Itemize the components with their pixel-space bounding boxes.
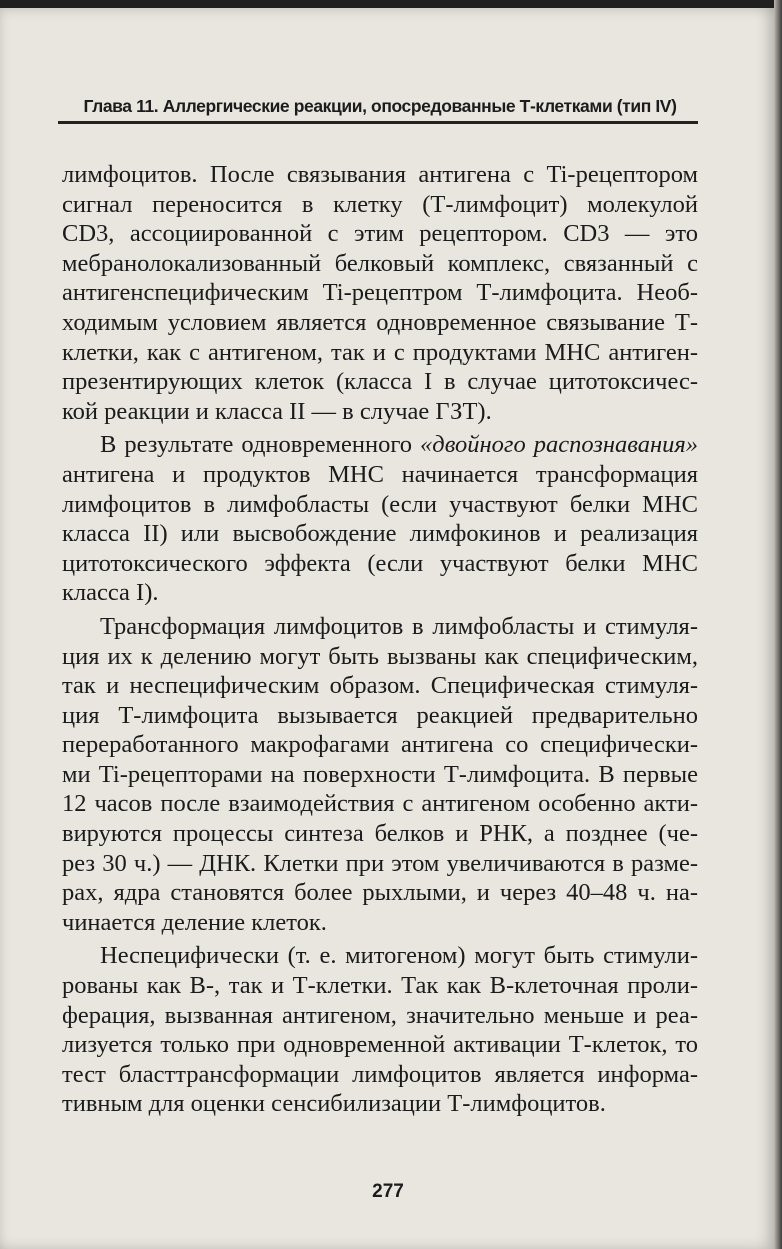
text-line: 12 часов после взаимодействия с антигеном особенно акти- <box>62 790 698 818</box>
text-line: переработанного макрофагами антигена со специфически- <box>62 731 698 759</box>
text-run: В результате одновременного <box>100 431 413 459</box>
paragraph-1 <box>62 160 698 426</box>
text-line: так и неспецифическим образом. Специфическая стимуля- <box>62 672 698 700</box>
paragraph-2 <box>62 430 698 608</box>
text-line: сигнал переносится в клетку (Т-лимфоцит) молекулой <box>62 190 698 218</box>
text-line: лимфоцитов в лимфобласты (если участвуют белки MHC <box>62 490 698 518</box>
text-line: рованы как В-, так и Т-клетки. Так как В-клеточная проли- <box>62 972 698 1000</box>
running-header-title: Глава 11. Аллергические реакции, опосредованные Т-клетками (тип IV) <box>83 96 677 116</box>
text-line: цитотоксического эффекта (если участвуют белки MHC <box>62 549 698 577</box>
text-line: Неспецифически (т. е. митогеном) могут быть стимули- <box>100 942 698 970</box>
text-line: мебранолокализованный белковый комплекс, связанный с <box>62 249 698 277</box>
text-line: кой реакции и класса II — в случае ГЗТ). <box>62 397 492 425</box>
text-line: Трансформация лимфоцитов в лимфобласты и стимуля- <box>100 612 698 640</box>
text-line: лизуется только при одновременной активации Т-клеток, то <box>62 1031 698 1059</box>
text-line: тивным для оценки сенсибилизации Т-лимфоцитов. <box>62 1090 606 1118</box>
paragraph-3 <box>62 612 698 938</box>
page-top-edge <box>0 0 782 8</box>
text-line: класса I). <box>62 579 159 607</box>
text-line: ходимым условием является одновременное связывание Т- <box>62 308 698 336</box>
text-line: презентирующих клеток (класса I в случае цитотоксичес- <box>62 368 698 396</box>
page-spine-edge <box>774 0 782 1249</box>
text-line: класса II) или высвобождение лимфокинов и реализация <box>62 520 698 548</box>
text-line: чинается деление клеток. <box>62 908 327 936</box>
text-line: лимфоцитов. После связывания антигена с Ti-рецептором <box>62 161 698 188</box>
text-line: антигена и продуктов MHC начинается трансформация <box>62 460 698 488</box>
text-line: вируются процессы синтеза белков и РНК, а позднее (че- <box>62 820 698 848</box>
text-line: рах, ядра становятся более рыхлыми, и через 40–48 ч. на- <box>62 879 698 907</box>
text-line: антигенспецифическим Ti-рецептром Т-лимфоцита. Необ- <box>62 279 698 307</box>
text-line: ми Ti-рецепторами на поверхности Т-лимфоцита. В первые <box>62 760 698 788</box>
italic-term: «двойного распознавания» <box>420 431 699 459</box>
text-line: CD3, ассоциированной с этим рецептором. CD3 — это <box>62 220 698 248</box>
text-line: рез 30 ч.) — ДНК. Клетки при этом увеличиваются в разме- <box>62 849 698 877</box>
header-rule <box>58 121 698 124</box>
text-line: ферация, вызванная антигеном, значительно меньше и реа- <box>62 1001 698 1029</box>
text-line: клетки, как с антигеном, так и с продуктами MHC антиген- <box>62 338 698 366</box>
paragraph-4 <box>62 941 698 1119</box>
text-line: тест бласттрансформации лимфоцитов является информа- <box>62 1060 698 1088</box>
text-line: ция их к делению могут быть вызваны как специфическим, <box>62 642 698 670</box>
text-line-first <box>62 430 698 460</box>
page-number: 277 <box>372 1181 404 1202</box>
text-line: ция Т-лимфоцита вызывается реакцией предварительно <box>62 701 698 729</box>
body-text <box>62 160 698 1119</box>
